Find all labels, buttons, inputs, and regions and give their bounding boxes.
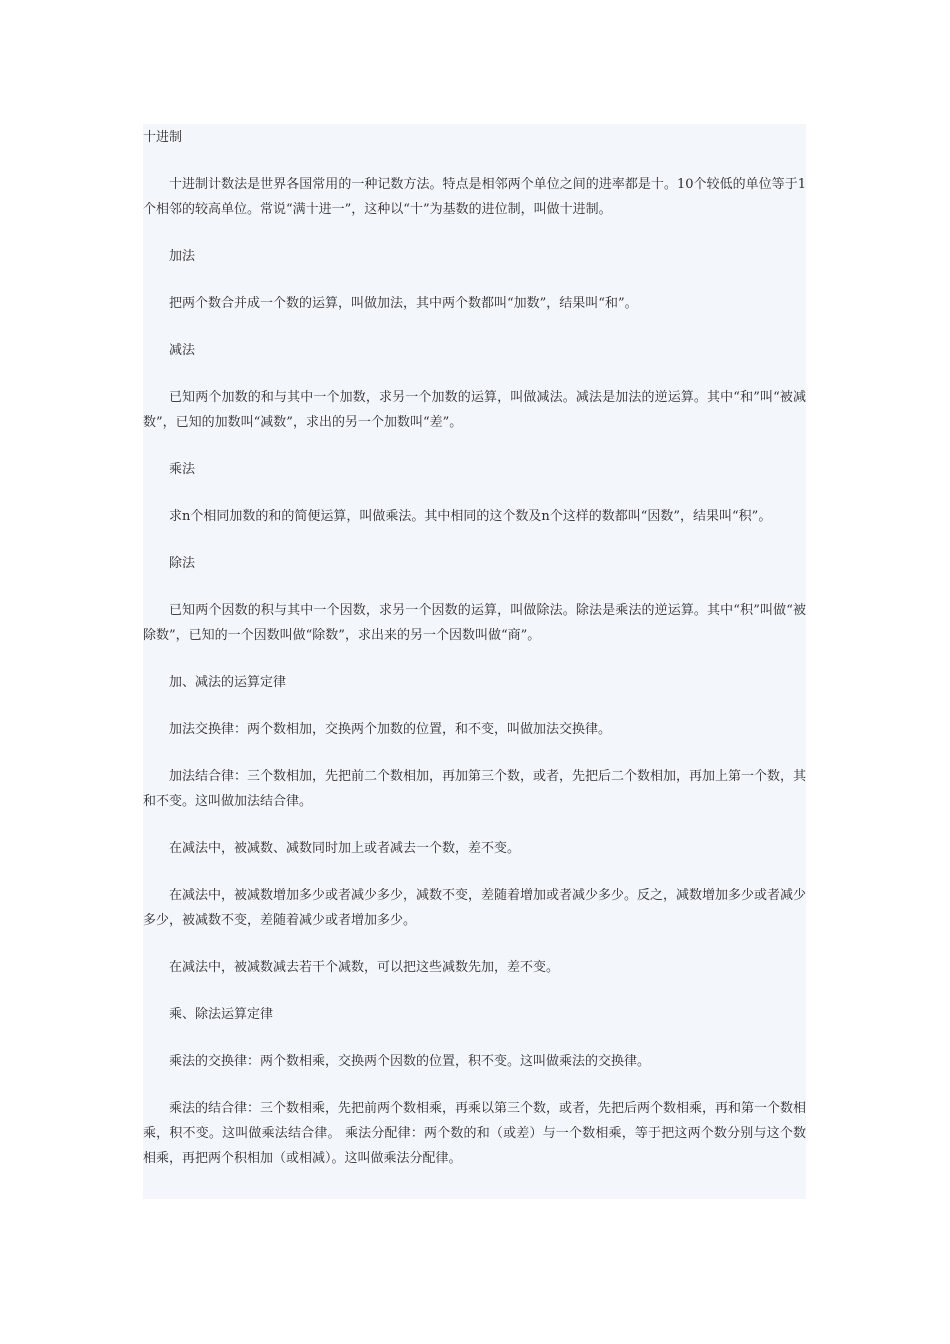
heading-multiplication: 乘法 bbox=[169, 462, 196, 477]
heading-subtraction: 减法 bbox=[169, 343, 196, 358]
heading-division: 除法 bbox=[169, 556, 196, 571]
content-block bbox=[143, 124, 806, 1199]
paragraph-decimal-intro: 十进制计数法是世界各国常用的一种记数方法。特点是相邻两个单位之间的进率都是十。10个较低的单位等于1个相邻的较高单位。常说“满十进一”，这种以“十”为基数的进位制，叫做十进制。 bbox=[143, 177, 806, 217]
paragraph-addition-associative: 加法结合律：三个数相加，先把前二个数相加，再加第三个数，或者，先把后二个数相加，再加上第一个数，其和不变。这叫做加法结合律。 bbox=[143, 769, 807, 809]
paragraph-multiplication-commutative: 乘法的交换律：两个数相乘，交换两个因数的位置，积不变。这叫做乘法的交换律。 bbox=[169, 1054, 651, 1069]
heading-mul-div-laws: 乘、除法运算定律 bbox=[169, 1007, 274, 1022]
paragraph-subtraction: 已知两个加数的和与其中一个加数，求另一个加数的运算，叫做减法。减法是加法的逆运算。其中“和”叫“被减数”，已知的加数叫“减数”，求出的另一个加数叫“差”。 bbox=[143, 390, 806, 430]
paragraph-multiplication: 求n个相同加数的和的简便运算，叫做乘法。其中相同的这个数及n个这样的数都叫“因数”，结果叫“积”。 bbox=[169, 509, 772, 524]
paragraph-addition-commutative: 加法交换律：两个数相加，交换两个加数的位置，和不变，叫做加法交换律。 bbox=[169, 722, 612, 737]
paragraph-subtraction-rule-2: 在减法中，被减数增加多少或者减少多少，减数不变，差随着增加或者减少多少。反之，减数增加多少或者减少多少，被减数不变，差随着减少或者增加多少。 bbox=[143, 888, 807, 928]
heading-add-sub-laws: 加、减法的运算定律 bbox=[169, 675, 287, 690]
heading-addition: 加法 bbox=[169, 249, 196, 264]
paragraph-subtraction-rule-1: 在减法中，被减数、减数同时加上或者减去一个数，差不变。 bbox=[169, 841, 521, 856]
paragraph-multiplication-associative-distributive: 乘法的结合律：三个数相乘，先把前两个数相乘，再乘以第三个数，或者，先把后两个数相乘，再和第一个数相乘，积不变。这叫做乘法结合律。 乘法分配律：两个数的和（或差）与一个数相乘，等于把这两个数分别与这个数相乘，再把两个积相加（或相减）。这叫做乘法分配律。 bbox=[143, 1101, 807, 1166]
paragraph-division: 已知两个因数的积与其中一个因数，求另一个因数的运算，叫做除法。除法是乘法的逆运算。其中“积”叫做“被除数”，已知的一个因数叫做“除数”，求出来的另一个因数叫做“商”。 bbox=[143, 603, 806, 643]
paragraph-addition: 把两个数合并成一个数的运算，叫做加法，其中两个数都叫“加数”，结果叫“和”。 bbox=[169, 296, 638, 311]
paragraph-subtraction-rule-3: 在减法中，被减数减去若干个减数，可以把这些减数先加，差不变。 bbox=[169, 960, 560, 975]
document-title: 十进制 bbox=[143, 130, 183, 145]
